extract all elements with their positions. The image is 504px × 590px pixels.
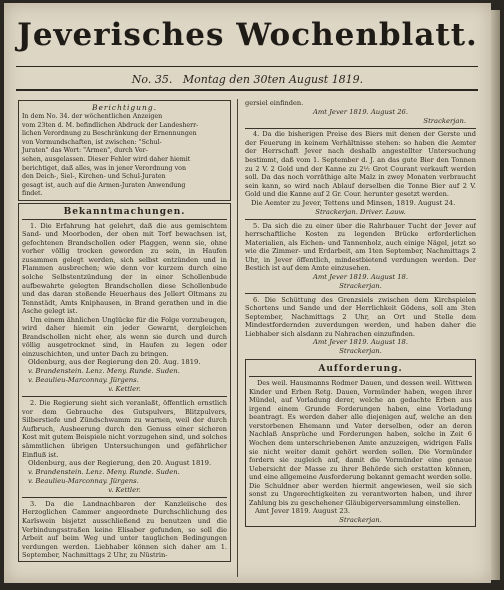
page-edge bbox=[491, 10, 500, 580]
berichtigung-line: vom 23ten d. M. befindlichen Abdruck der Landesherr- bbox=[22, 121, 199, 129]
section-rule bbox=[245, 128, 476, 129]
berichtigung-line: lichen Verordnung zu Beschränkung der Ernennungen bbox=[22, 130, 197, 138]
berichtigung-line: gesagt ist, auch auf die Armen-Juraten Anwendung bbox=[22, 181, 186, 189]
aufforderung-signatory: Strackerjan. bbox=[339, 516, 382, 525]
berichtigung-box bbox=[18, 100, 231, 201]
left-column bbox=[18, 99, 231, 564]
notice-3-text: 3. Da die Landnachbaren der Kanzleiische des Herzoglichen Cammer angeordnete Durchschlichung des Karlswein bisjetzt ausschließend zu benutzen und die Verbindungsstraßen keine Elisaber gefunden, so soll die Arbeit auf beim Weg und unter tauglichen Bedingungen verdungen werden. Liebhaber können sich daher am 1. September, Nachmittags 2 Uhr, zu Nüstrin- bbox=[22, 499, 227, 560]
berichtigung-line: den Deich-, Siel-, Kirchen- und Schul-Juraten bbox=[22, 173, 166, 181]
berichtigung-line: berichtiget, daß alles, was in jener Verordnung von bbox=[22, 164, 186, 172]
column-divider bbox=[237, 99, 238, 577]
bekanntmachungen-section bbox=[18, 203, 231, 562]
berichtigung-heading: Berichtigung. bbox=[91, 103, 158, 112]
continued-signatory: Strackerjan. bbox=[423, 116, 466, 125]
notice-1-signatories: v. Brandenstein. Lenz. Meny. Runde. Suden. bbox=[28, 367, 180, 376]
section-rule bbox=[22, 396, 227, 397]
aufforderung-place: Amt Jever 1819. August 23. bbox=[255, 507, 351, 516]
notice-2-signatories: v. Brandenstein. Lenz. Meny. Runde. Suden. bbox=[28, 468, 180, 477]
section-rule bbox=[245, 293, 476, 294]
notice-5-signatory: Strackerjan. bbox=[339, 281, 382, 290]
notice-2-signatories: v. Beaulieu-Marconnay. Jürgens. bbox=[28, 477, 139, 486]
notice-1-text: 1. Die Erfahrung hat gelehrt, daß die aus gemischtem Sand- und Moorboden, der oben mit Torf bewachsen ist, gefochtenen Brandschollen oder Plaggen, wenn sie, ohne vorher völlig trocken geworden zu sein, in Haufen zusammen gelegt werden, sich selbst entzünden und in Flammen ausbrechen; wie denn vor kurzem durch eine solche Selbstentzündung der in einer Schollenbude aufbewahrte gelegten Brandschollen diese Schollenbude und das daran stoßende Heuerhaus des Jellert Oltmans zu Tennstädt, Amts Kniphausen, in Brand gerathen und in die Asche gelegt ist. bbox=[22, 221, 227, 316]
bekanntmachungen-heading: Bekanntmachungen. bbox=[63, 206, 186, 217]
notice-1-signatories: v. Beaulieu-Marconnay. Jürgens. bbox=[28, 376, 139, 385]
notice-4-signatories: Strackerjan. Driver. Lauw. bbox=[315, 207, 406, 216]
notice-6-signatory: Strackerjan. bbox=[339, 347, 382, 356]
issue-date: Montag den 30ten August 1819. bbox=[182, 73, 364, 86]
notice-2-place: Oldenburg, aus der Regierung, den 20. August 1819. bbox=[28, 459, 212, 468]
section-rule bbox=[22, 219, 227, 220]
berichtigung-line: Juraten" das Wort: "Armen", durch Ver- bbox=[22, 147, 148, 155]
issue-line bbox=[4, 73, 491, 86]
notice-4-text: 4. Da die bisherigen Preise des Biers mit denen der Gerste und der Feuerung in keinem Verhältnisse stehen: so haben die Aemter der Herrschaft Jever nach deshalb angestellter Untersuchung bestimmt, daß vom 1. September d. J. an das gute Bier den Tonnen zu 2 V. 2 Gold und der Kanne zu 2½ Grot Courant verkauft werden soll. Da das noch vorräthige alte Malz in zwey Monaten verbraucht sein kann, so wird nach Ablauf derselben die Tonne Bier auf 2 V. Gold und die Kanne auf 2 Gr. Cour. herunter gesetzt werden. bbox=[245, 130, 476, 199]
section-rule bbox=[245, 219, 476, 220]
aufforderung-heading: Aufforderung. bbox=[318, 364, 403, 375]
notice-2-signatory: v. Kettler. bbox=[108, 486, 141, 495]
continued-place: Amt Jever 1819. August 26. bbox=[312, 107, 409, 116]
notice-1-place: Oldenburg, aus der Regierung den 20. Aug. 1819. bbox=[28, 358, 201, 367]
notice-1-warning: Um einem ähnlichen Unglücke für die Folge vorzubeugen, wird daher hiemit ein jeder Gewarnt, dergleichen Brandschollen nicht eher, als wenn sie durch und durch völlig ausgetrocknet sind, in Haufen zu legen oder einzuschichten, und unter Dach zu bringen. bbox=[22, 315, 227, 358]
masthead-rule-top bbox=[16, 66, 478, 67]
berichtigung-line: sehen, ausgelassen. Dieser Fehler wird daher hiemit bbox=[22, 155, 191, 163]
berichtigung-line: von Vormundschaften, ist zwischen: "Schul- bbox=[22, 138, 162, 146]
masthead-rule-bottom bbox=[16, 89, 478, 91]
right-column bbox=[245, 99, 476, 529]
berichtigung-line: findet. bbox=[22, 190, 43, 198]
notice-6-place: Amt Jever 1819. August 18. bbox=[312, 338, 409, 347]
notice-2-text: 2. Die Regierung sieht sich veranlaßt, öffentlich ernstlich vor dem Gebrauche des Gutspulvers, Blitzpulvers, Silberstiefe und Zündschwamm zu warnen, weil der durch Aufbruch, Ausbeerung durch den Genuss einer sicheren Kost mit gutem Beispiele nicht vorzugehen sind, und solches sämmtlichen übrigen Untersuchungen und gefährlicher Einfluß ist. bbox=[22, 399, 227, 459]
notice-4-place: Die Aemter zu Jever, Tettens und Minsen, 1819. August 24. bbox=[251, 198, 456, 207]
notice-5-text: 5. Da sich die zu einer über die Rahrbauer Tucht der Jever auf herrschaftliche Kosten zu legenden Brücke erforderlichen Materialien, als Eichen- und Tannenholz, auch einige Nägel, jetzt so wie die Zimmer- und Erdarbeit, am 1ten September, Nachmittags 2 Uhr, in Jever öffentlich, mindestbietend verdungen werden. Der Bestich ist auf dem Amte einzusehen. bbox=[245, 221, 476, 273]
aufforderung-section bbox=[245, 359, 476, 527]
continued-text: gersiel einfinden. bbox=[245, 99, 304, 107]
section-rule bbox=[22, 497, 227, 498]
notice-6-text: 6. Die Schüttung des Grenzsiels zwischen dem Kirchspielen Schortens und Sande und der Herrlichkeit Gödens, soll am 3ten September, Nachmittags 2 Uhr, an Ort und Stelle dem Mindestfordernden zuverdungen werden, und haben daher die Liebhaber sich alsdann zu Nahrachen einzufinden. bbox=[245, 295, 476, 338]
newspaper-page bbox=[4, 3, 491, 583]
berichtigung-line: In dem No. 34. der wöchentlichen Anzeigen bbox=[22, 113, 163, 120]
aufforderung-text: Des weil. Hausmanns Rodmer Dauen, und dessen weil. Wittwen Kinder und Erben Retg. Dauen, Vormünder haben, wegen ihrer Mündel, auf Vorladung derer, welche an gedachte Erben aus irgend einem Grunde Forderungen haben, eine Vorladung beantragt. Es werden daher alle diejenigen auf, welche an den verstorbenen Ehemann und Vater derselben, oder an deren Nachlaß Ansprüche und Forderungen haben, solche in Zeit 6 Wochen dem unterschriebenen Amte anzuzeigen, widrigen Falls sie nicht weiter damit gehört werden sollen. Die Vormünder fordern sie zugleich auf, damit die Vormünder eine genaue Uebersicht der Masse zu ihrer Behörde sich erstatten können, und eine allgemeine Ausforderung bekannt gemacht werden solle. Die Schuldner aber werden hiermit angewiesen, weil sie sich sonst zu Ungerechtigkeiten zu verantworten haben, und ihrer Zahlung bis zu geschehener Gläubigerversammlung einstellen. bbox=[249, 379, 472, 507]
notice-1-signatory: v. Kettler. bbox=[108, 385, 141, 394]
issue-number: No. 35. bbox=[131, 73, 173, 86]
berichtigung-text bbox=[22, 113, 227, 199]
masthead-title: Jeverisches Wochenblatt. bbox=[17, 17, 478, 53]
section-rule bbox=[249, 376, 472, 377]
notice-5-place: Amt Jever 1819. August 18. bbox=[312, 272, 409, 281]
